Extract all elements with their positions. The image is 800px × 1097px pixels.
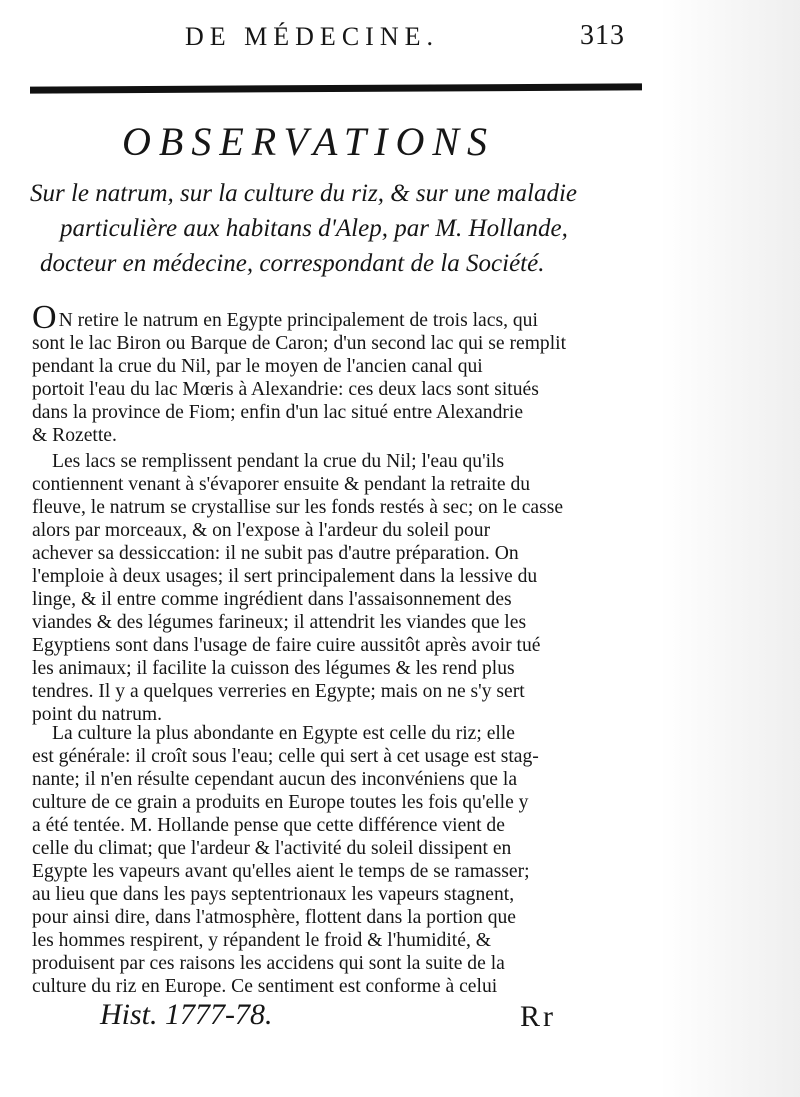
body-paragraph-3 [32, 722, 638, 998]
text-line: les hommes respirent, y répandent le froid & l'humidité, & [32, 930, 491, 951]
section-title: OBSERVATIONS [122, 119, 496, 164]
text-line: produisent par ces raisons les accidens qui sont la suite de la [32, 953, 505, 974]
text-line: les animaux; il facilite la cuisson des légumes & les rend plus [32, 658, 515, 679]
subtitle-line: docteur en médecine, correspondant de la Société. [40, 250, 545, 277]
text-line: celle du climat; que l'ardeur & l'activité du soleil dissipent en [32, 838, 512, 859]
text-line: contiennent venant à s'évaporer ensuite & pendant la retraite du [32, 474, 531, 495]
text-line: l'emploie à deux usages; il sert principalement dans la lessive du [32, 566, 538, 587]
text-line: pour ainsi dire, dans l'atmosphère, flottent dans la portion que [32, 907, 517, 928]
text-line: dans la province de Fiom; enfin d'un lac situé entre Alexandrie [32, 402, 524, 423]
text-line: alors par morceaux, & on l'expose à l'ardeur du soleil pour [32, 520, 491, 541]
text-line: achever sa dessiccation: il ne subit pas d'autre préparation. On [32, 543, 519, 564]
text-line: La culture la plus abondante en Egypte est celle du riz; elle [52, 723, 515, 744]
text-line: sont le lac Biron ou Barque de Caron; d'un second lac qui se remplit [32, 333, 567, 354]
text-line: nante; il n'en résulte cependant aucun des inconvéniens que la [32, 769, 518, 790]
text-line: tendres. Il y a quelques verreries en Egypte; mais on ne s'y sert [32, 681, 525, 702]
text-line: N retire le natrum en Egypte principalement de trois lacs, qui [58, 310, 538, 331]
text-line: portoit l'eau du lac Mœris à Alexandrie: ces deux lacs sont situés [32, 379, 539, 400]
text-line: est générale: il croît sous l'eau; celle qui sert à cet usage est stag- [32, 746, 539, 767]
body-paragraph-1 [32, 299, 638, 447]
text-line: au lieu que dans les pays septentrionaux les vapeurs stagnent, [32, 884, 515, 905]
text-line: culture du riz en Europe. Ce sentiment est conforme à celui [32, 976, 498, 997]
header-rule [30, 83, 642, 93]
text-line: fleuve, le natrum se crystallise sur les fonds restés à sec; on le casse [32, 497, 564, 518]
text-line: point du natrum. [32, 704, 163, 725]
body-paragraph-2 [32, 450, 638, 726]
page-edge-shadow [660, 0, 800, 1097]
text-line: linge, & il entre comme ingrédient dans l'assaisonnement des [32, 589, 512, 610]
text-line: culture de ce grain a produits en Europe toutes les fois qu'elle y [32, 792, 529, 813]
text-line: Egypte les vapeurs avant qu'elles aient le temps de se ramasser; [32, 861, 530, 882]
text-line: pendant la crue du Nil, par le moyen de l'ancien canal qui [32, 356, 483, 377]
text-line: Egyptiens sont dans l'usage de faire cuire aussitôt après avoir tué [32, 635, 541, 656]
subtitle-line: Sur le natrum, sur la culture du riz, & sur une maladie [30, 180, 577, 207]
text-line: viandes & des légumes farineux; il attendrit les viandes que les [32, 612, 527, 633]
page-number: 313 [580, 20, 625, 51]
text-line: a été tentée. M. Hollande pense que cette différence vient de [32, 815, 505, 836]
text-line: Les lacs se remplissent pendant la crue du Nil; l'eau qu'ils [52, 451, 505, 472]
drop-cap: O [32, 299, 57, 336]
text-line: & Rozette. [32, 425, 117, 446]
subtitle-line: particulière aux habitans d'Alep, par M. Hollande, [60, 215, 568, 242]
gathering-signature: Rr [520, 1000, 556, 1033]
signature-mark: Hist. 1777-78. [100, 998, 273, 1031]
running-head: DE MÉDECINE. [185, 22, 439, 51]
